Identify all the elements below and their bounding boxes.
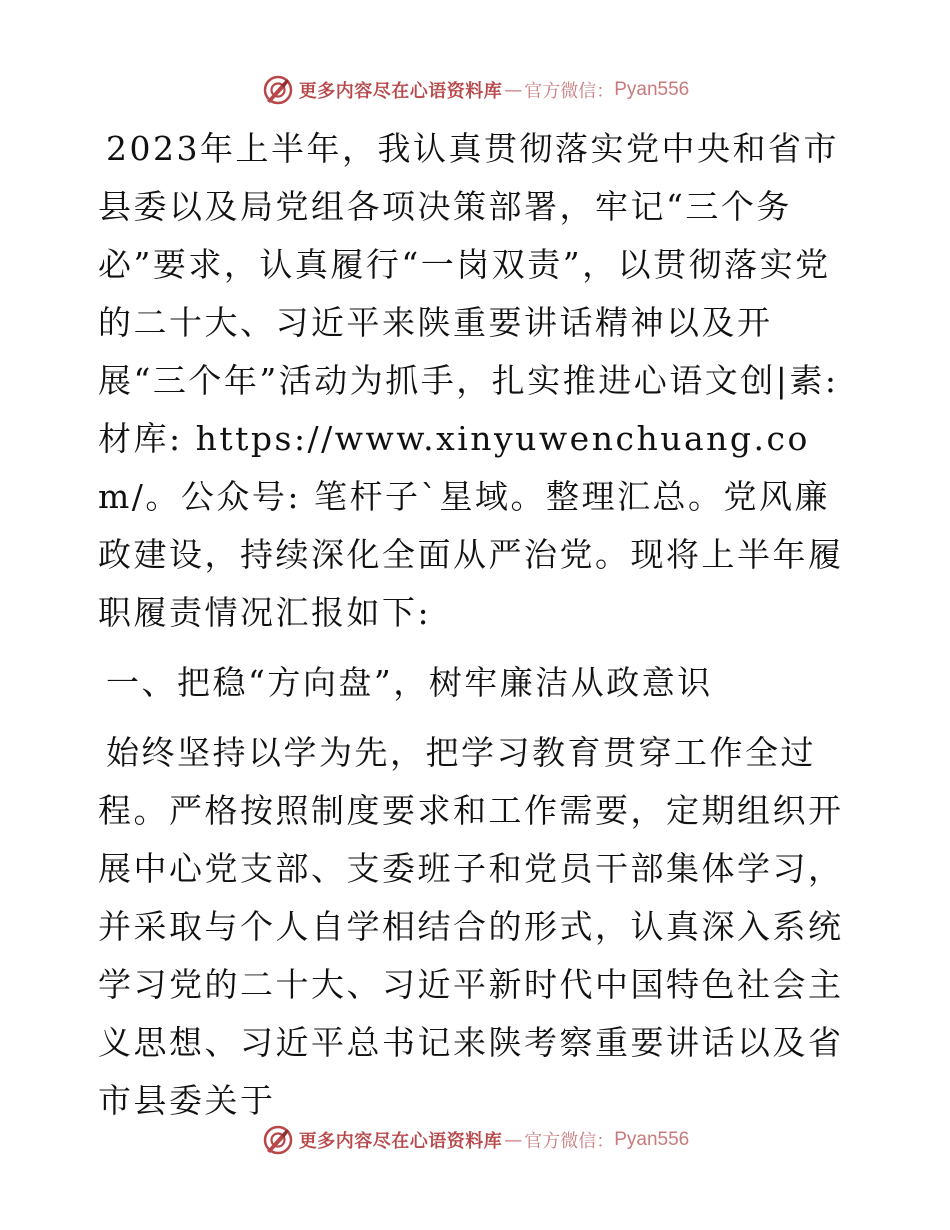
banner-title: 更多内容尽在心语资料库: [298, 1131, 503, 1152]
banner-wechat-id: Pyan556: [614, 1129, 690, 1150]
banner-title: 更多内容尽在心语资料库: [298, 81, 503, 102]
banner-wechat-label: 官方微信：: [524, 81, 615, 102]
brand-logo-icon: [261, 1123, 295, 1157]
paragraph-section-1: 始终坚持以学为先，把学习教育贯穿工作全过程。严格按照制度要求和工作需要，定期组织开展中心党支部、支委班子和党员干部集体学习，并采取与个人自学相结合的形式，认真深入系统学习党的二十大、习近平新时代中国特色社会主义思想、习近平总书记来陕考察重要讲话以及省市县委关于: [98, 733, 844, 1120]
header-watermark-banner: [0, 70, 950, 110]
banner-wechat-id: Pyan556: [614, 79, 690, 100]
banner-wechat-label: 官方微信：: [524, 1131, 615, 1152]
section-heading-1: 一、把稳“方向盘”，树牢廉洁从政意识: [106, 663, 713, 702]
paragraph-intro: 2023年上半年，我认真贯彻落实党中央和省市县委以及局党组各项决策部署，牢记“三个务必”要求，认真履行“一岗双责”，以贯彻落实党的二十大、习近平来陕重要讲话精神以及开展“三个年”活动为抓手，扎实推进心语文创|素:材库: https://www.xinyuwenchuang.com/。公众号: 笔杆子`星域。整理汇总。党风廉政建设，持续深化全面从严治党。现将上半年履职履责情况汇报如下:: [98, 129, 844, 632]
footer-watermark-banner: [0, 1120, 950, 1160]
banner-separator: —: [504, 79, 523, 101]
banner-separator: —: [504, 1129, 523, 1151]
document-body: [98, 120, 853, 1130]
brand-logo-icon: [261, 73, 295, 107]
